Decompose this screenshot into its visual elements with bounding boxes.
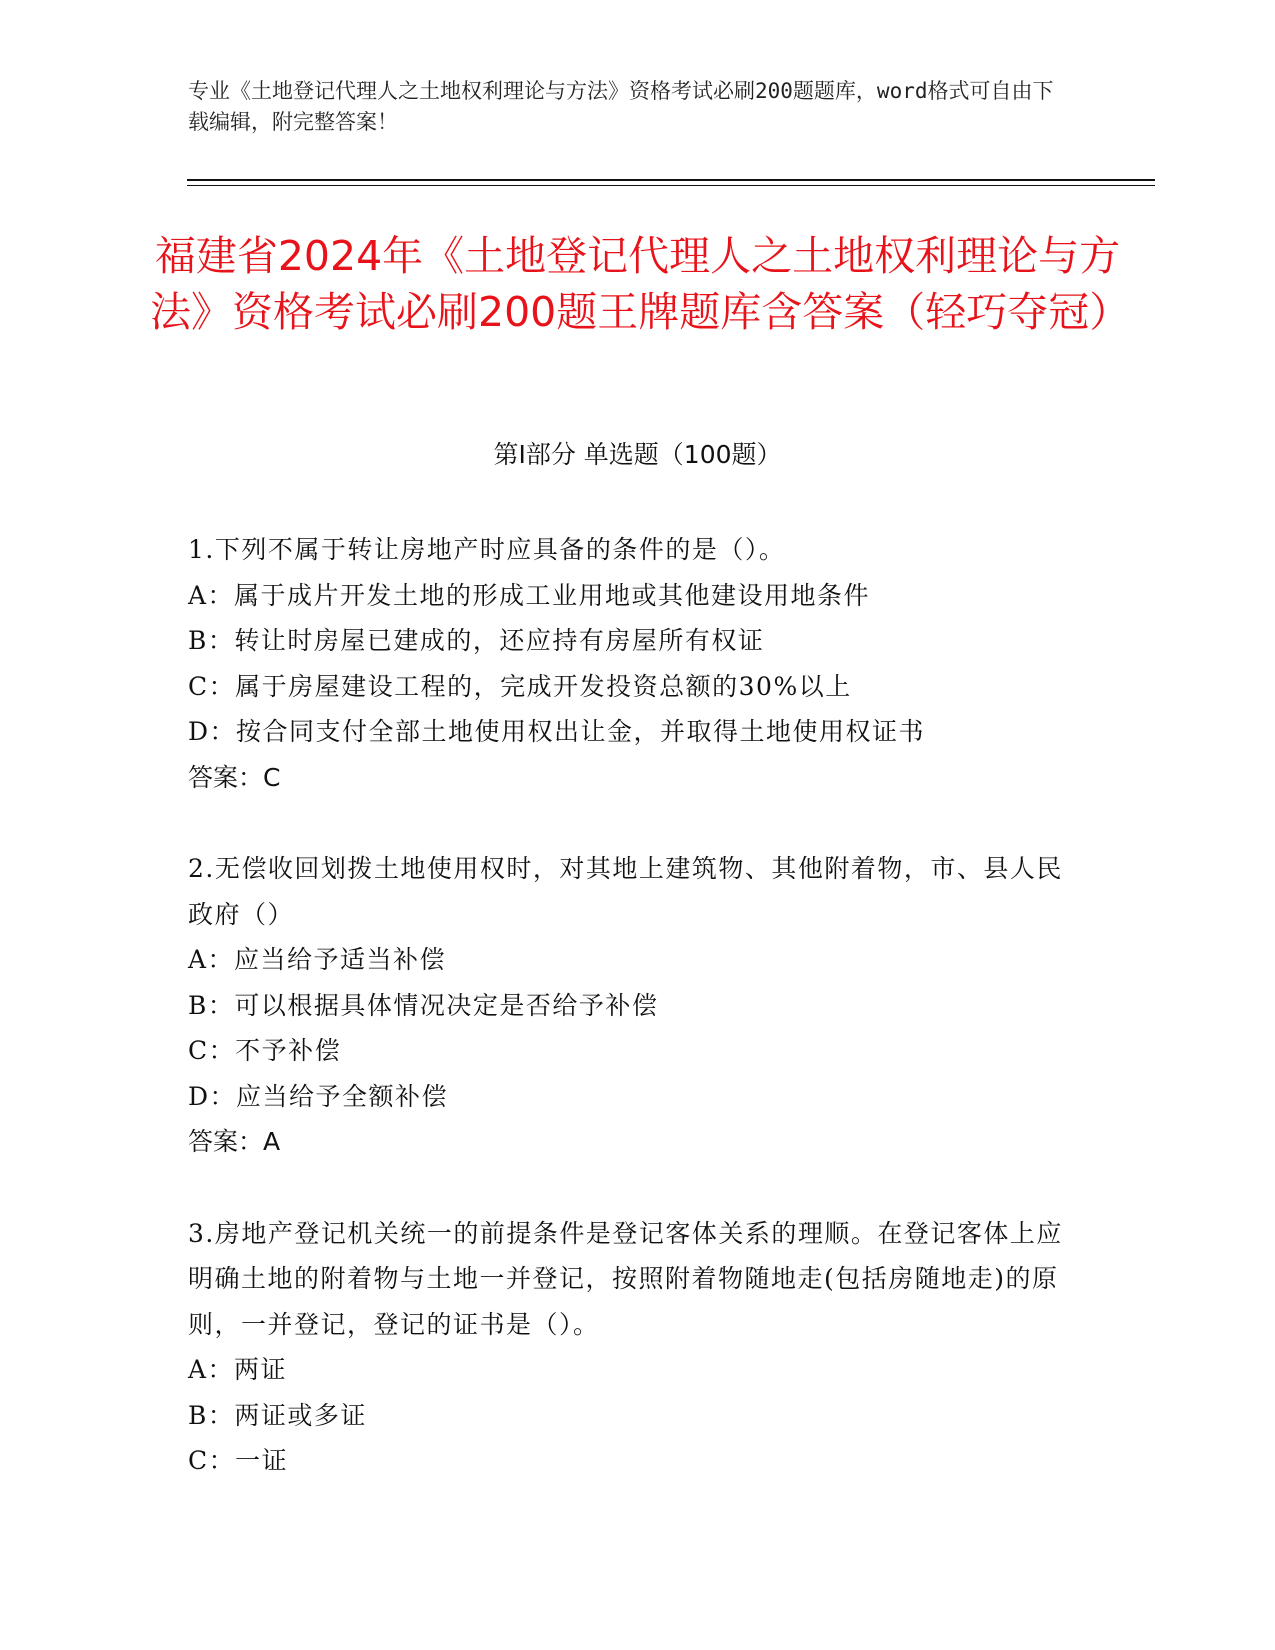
option-d: D：应当给予全额补偿 — [188, 1081, 449, 1111]
option-a: A：属于成片开发土地的形成工业用地或其他建设用地条件 — [188, 580, 871, 610]
option-c: C：属于房屋建设工程的，完成开发投资总额的30%以上 — [188, 671, 852, 701]
option-b: B：转让时房屋已建成的，还应持有房屋所有权证 — [188, 626, 765, 655]
option-a: A：应当给予适当补偿 — [188, 945, 447, 974]
option-c: C：一证 — [188, 1446, 289, 1475]
header-note: 专业《土地登记代理人之土地权利理论与方法》资格考试必刷200题题库，word格式可自由下载编辑，附完整答案！ — [188, 79, 1054, 134]
header-divider-thin — [187, 185, 1155, 186]
option-b: B：可以根据具体情况决定是否给予补偿 — [188, 990, 659, 1020]
option-c: C：不予补偿 — [188, 1036, 342, 1065]
option-d: D：按合同支付全部土地使用权出让金，并取得土地使用权证书 — [188, 717, 926, 746]
question-2 — [188, 846, 1078, 1165]
question-stem: 2.无偿收回划拨土地使用权时，对其地上建筑物、其他附着物，市、县人民政府（） — [188, 854, 1063, 929]
document-title: 福建省2024年《土地登记代理人之土地权利理论与方法》资格考试必刷200题王牌题库含答案（轻巧夺冠） — [150, 232, 1131, 336]
section-title: 第Ⅰ部分 单选题（100题） — [493, 440, 782, 469]
header-divider-thick — [187, 179, 1155, 181]
question-stem: 3.房地产登记机关统一的前提条件是登记客体关系的理顺。在登记客体上应明确土地的附着物与土地一并登记，按照附着物随地走(包括房随地走)的原则，一并登记，登记的证书是（）。 — [188, 1218, 1063, 1339]
question-1 — [188, 527, 1078, 800]
question-3 — [188, 1211, 1078, 1484]
question-list — [188, 527, 1078, 1530]
option-a: A：两证 — [188, 1355, 288, 1384]
answer: 答案：A — [188, 1127, 281, 1156]
question-stem: 1.下列不属于转让房地产时应具备的条件的是（）。 — [188, 535, 786, 564]
option-b: B：两证或多证 — [188, 1400, 367, 1430]
answer: 答案：C — [188, 762, 281, 792]
